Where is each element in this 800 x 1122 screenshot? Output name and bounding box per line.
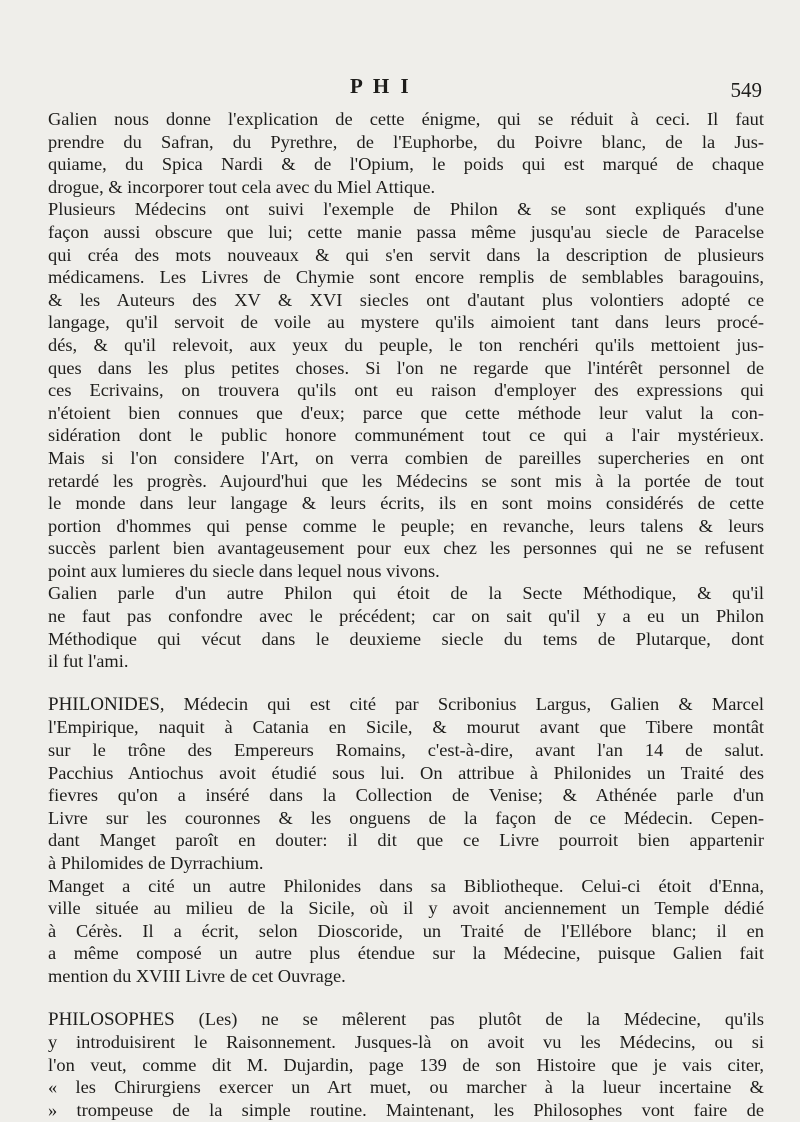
paragraph [48, 108, 764, 198]
text-line: Manget a cité un autre Philonides dans sa Bibliotheque. Celui-ci étoit d'Enna, [48, 875, 764, 896]
text-line: point aux lumieres du siecle dans lequel nous vivons. [48, 560, 440, 581]
page-number: 549 [730, 78, 762, 102]
text-line: dés, & qu'il relevoit, aux yeux du peuple, le ton renchéri qu'ils mettoient jus- [48, 334, 764, 355]
text-line [48, 1008, 764, 1032]
text-line: Galien nous donne l'explication de cette énigme, qui se réduit à ceci. Il faut [48, 109, 764, 129]
text-line: il fut l'ami. [48, 651, 129, 672]
text-line: « les Chirurgiens exercer un Art muet, ou marcher à la lueur incertaine & [48, 1077, 764, 1098]
text-line: & les Auteurs des XV & XVI siecles ont d'autant plus volontiers adopté ce [48, 289, 764, 310]
text-line: a même composé un autre plus étendue sur la Médecine, puisque Galien fait [48, 943, 764, 964]
running-head: P H I [350, 74, 412, 98]
text-line: drogue, & incorporer tout cela avec du Miel Attique. [48, 176, 436, 197]
text-line: façon aussi obscure que lui; cette manie passa même jusqu'au siecle de Paracelse [48, 221, 764, 242]
text-line: à Cérès. Il a écrit, selon Dioscoride, un Traité de l'Ellébore blanc; il en [48, 920, 764, 941]
text-line: médicamens. Les Livres de Chymie sont encore remplis de semblables baragouins, [48, 267, 764, 288]
text-line: portion d'hommes qui pense comme le peuple; en revanche, leurs talens & leurs [48, 515, 764, 536]
text-line [48, 693, 764, 717]
text-line: l'Empirique, naquit à Catania en Sicile, & mourut avant que Tibere montât [48, 717, 764, 738]
text-line: prendre du Safran, du Pyrethre, de l'Euphorbe, du Poivre blanc, de la Jus- [48, 131, 764, 152]
paragraph [48, 582, 764, 672]
text-line: mention du XVIII Livre de cet Ouvrage. [48, 965, 346, 986]
text-line: y introduisirent le Raisonnement. Jusques-là on avoit vu les Médecins, ou si [48, 1032, 764, 1053]
text-line: n'étoient bien connues que d'eux; parce que cette méthode leur valut la con- [48, 402, 764, 423]
text-line: à Philomides de Dyrrachium. [48, 853, 264, 873]
entry-headword: PHILONIDES [48, 693, 160, 715]
text-line: Plusieurs Médecins ont suivi l'exemple de Philon & se sont expliqués d'une [48, 199, 764, 220]
entry-text: (Les) ne se mêlerent pas plutôt de la Médecine, qu'ils [174, 1008, 764, 1029]
text-line: ces Ecrivains, on trouvera qu'ils ont eu raison d'employer des expressions qui [48, 380, 764, 401]
text-line: succès parlent bien avantageusement pour eux chez les personnes qui ne se refusent [48, 538, 764, 559]
text-line: sidération dont le public honore communément tout ce qui a l'air mystérieux. [48, 425, 764, 446]
text-line: dant Manget paroît en douter: il dit que ce Livre pourroit bien appartenir [48, 830, 764, 851]
text-line: ques dans les plus petites choses. Si l'on ne regarde que l'intérêt personnel de [48, 357, 764, 378]
text-line: le monde dans leur langage & leurs écrits, ils en sont moins considérés de cette [48, 493, 764, 514]
page-body [48, 108, 764, 1122]
text-line: Mais si l'on considere l'Art, on verra combien de pareilles supercheries en ont [48, 447, 764, 468]
text-line: ville située au milieu de la Sicile, où il y avoit anciennement un Temple dédié [48, 898, 764, 919]
text-line: Livre sur les couronnes & les onguens de la façon de ce Médecin. Cepen- [48, 807, 764, 828]
text-line: sur le trône des Empereurs Romains, c'est-à-dire, avant l'an 14 de salut. [48, 740, 764, 761]
text-line: retardé les progrès. Aujourd'hui que les Médecins se sont mis à la portée de tout [48, 470, 764, 491]
dictionary-entry [48, 693, 764, 988]
text-line: Méthodique qui vécut dans le deuxieme siecle du tems de Plutarque, dont [48, 628, 764, 649]
text-line: fievres qu'on a inséré dans la Collection de Venise; & Athénée parle d'un [48, 785, 764, 806]
entry-separator [48, 988, 764, 1008]
text-line: langage, qu'il servoit de voile au mystere qu'ils aimoient tant dans leurs procé- [48, 312, 764, 333]
entry-text: , Médecin qui est cité par Scribonius Largus, Galien & Marcel [159, 693, 764, 714]
entry-headword: PHILOSOPHES [48, 1008, 175, 1030]
text-line: l'on veut, comme dit M. Dujardin, page 139 de son Histoire que je vais citer, [48, 1054, 764, 1075]
text-line: qui créa des mots nouveaux & qui s'en servit dans la description de plusieurs [48, 244, 764, 265]
text-line: quiame, du Spica Nardi & de l'Opium, le poids qui est marqué de chaque [48, 154, 764, 175]
text-line: » trompeuse de la simple routine. Maintenant, les Philosophes vont faire de [48, 1099, 764, 1120]
entry-separator [48, 673, 764, 693]
dictionary-entry [48, 1008, 764, 1122]
text-line: Galien parle d'un autre Philon qui étoit de la Secte Méthodique, & qu'il [48, 583, 764, 604]
paragraph [48, 198, 764, 582]
text-line: ne faut pas confondre avec le précédent; car on sait qu'il y a eu un Philon [48, 606, 764, 627]
text-line: Pacchius Antiochus avoit étudié sous lui. On attribue à Philonides un Traité des [48, 762, 764, 783]
